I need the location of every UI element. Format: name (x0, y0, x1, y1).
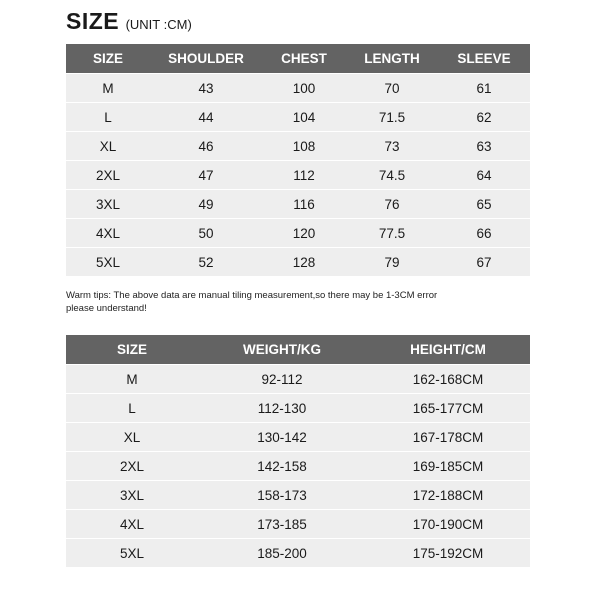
fit-table (66, 335, 530, 567)
table-row (66, 247, 530, 276)
measurement-table (66, 44, 530, 276)
cell-size: M (66, 73, 150, 102)
cell-chest: 112 (262, 160, 346, 189)
cell-size: L (66, 102, 150, 131)
page-title (66, 8, 192, 35)
cell-length: 73 (346, 131, 438, 160)
cell-sleeve: 63 (438, 131, 530, 160)
warm-tips-line: Warm tips: The above data are manual tiling measurement,so there may be 1-3CM error (66, 290, 438, 301)
table-row (66, 538, 530, 567)
cell-height: 170-190CM (366, 509, 530, 538)
cell-sleeve: 64 (438, 160, 530, 189)
table-row (66, 451, 530, 480)
cell-size: 3XL (66, 189, 150, 218)
header-size: SIZE (66, 44, 150, 73)
cell-size: L (66, 393, 198, 422)
cell-height: 165-177CM (366, 393, 530, 422)
cell-size: 5XL (66, 247, 150, 276)
cell-length: 79 (346, 247, 438, 276)
cell-sleeve: 62 (438, 102, 530, 131)
cell-size: 2XL (66, 451, 198, 480)
table-row (66, 160, 530, 189)
cell-weight: 142-158 (198, 451, 366, 480)
cell-weight: 112-130 (198, 393, 366, 422)
cell-shoulder: 47 (150, 160, 262, 189)
table-row (66, 480, 530, 509)
cell-weight: 185-200 (198, 538, 366, 567)
cell-chest: 108 (262, 131, 346, 160)
cell-length: 76 (346, 189, 438, 218)
cell-weight: 158-173 (198, 480, 366, 509)
cell-shoulder: 50 (150, 218, 262, 247)
cell-length: 77.5 (346, 218, 438, 247)
warm-tips (66, 290, 536, 315)
cell-chest: 116 (262, 189, 346, 218)
header-shoulder: SHOULDER (150, 44, 262, 73)
cell-length: 71.5 (346, 102, 438, 131)
cell-shoulder: 49 (150, 189, 262, 218)
cell-size: M (66, 364, 198, 393)
cell-size: 4XL (66, 509, 198, 538)
title-size: SIZE (66, 8, 120, 34)
table-row (66, 73, 530, 102)
cell-chest: 128 (262, 247, 346, 276)
measurement-header-row (66, 44, 530, 73)
cell-length: 70 (346, 73, 438, 102)
cell-shoulder: 43 (150, 73, 262, 102)
table-row (66, 189, 530, 218)
table-row (66, 422, 530, 451)
header-sleeve: SLEEVE (438, 44, 530, 73)
table-row (66, 393, 530, 422)
cell-size: 2XL (66, 160, 150, 189)
cell-height: 172-188CM (366, 480, 530, 509)
cell-sleeve: 65 (438, 189, 530, 218)
cell-sleeve: 61 (438, 73, 530, 102)
header-chest: CHEST (262, 44, 346, 73)
cell-size: XL (66, 422, 198, 451)
cell-chest: 120 (262, 218, 346, 247)
table-row (66, 364, 530, 393)
cell-shoulder: 52 (150, 247, 262, 276)
cell-shoulder: 46 (150, 131, 262, 160)
cell-weight: 130-142 (198, 422, 366, 451)
cell-size: 5XL (66, 538, 198, 567)
cell-sleeve: 66 (438, 218, 530, 247)
cell-chest: 100 (262, 73, 346, 102)
cell-shoulder: 44 (150, 102, 262, 131)
cell-height: 162-168CM (366, 364, 530, 393)
cell-size: 4XL (66, 218, 150, 247)
table-row (66, 218, 530, 247)
header-height: HEIGHT/CM (366, 335, 530, 364)
cell-height: 167-178CM (366, 422, 530, 451)
cell-weight: 92-112 (198, 364, 366, 393)
table-row (66, 131, 530, 160)
cell-size: XL (66, 131, 150, 160)
cell-height: 169-185CM (366, 451, 530, 480)
header-size: SIZE (66, 335, 198, 364)
cell-chest: 104 (262, 102, 346, 131)
header-length: LENGTH (346, 44, 438, 73)
cell-size: 3XL (66, 480, 198, 509)
warm-tips-line: please understand! (66, 302, 147, 314)
cell-height: 175-192CM (366, 538, 530, 567)
fit-header-row (66, 335, 530, 364)
cell-length: 74.5 (346, 160, 438, 189)
table-row (66, 509, 530, 538)
cell-weight: 173-185 (198, 509, 366, 538)
table-row (66, 102, 530, 131)
header-weight: WEIGHT/KG (198, 335, 366, 364)
cell-sleeve: 67 (438, 247, 530, 276)
title-unit: (UNIT :CM) (125, 17, 192, 32)
